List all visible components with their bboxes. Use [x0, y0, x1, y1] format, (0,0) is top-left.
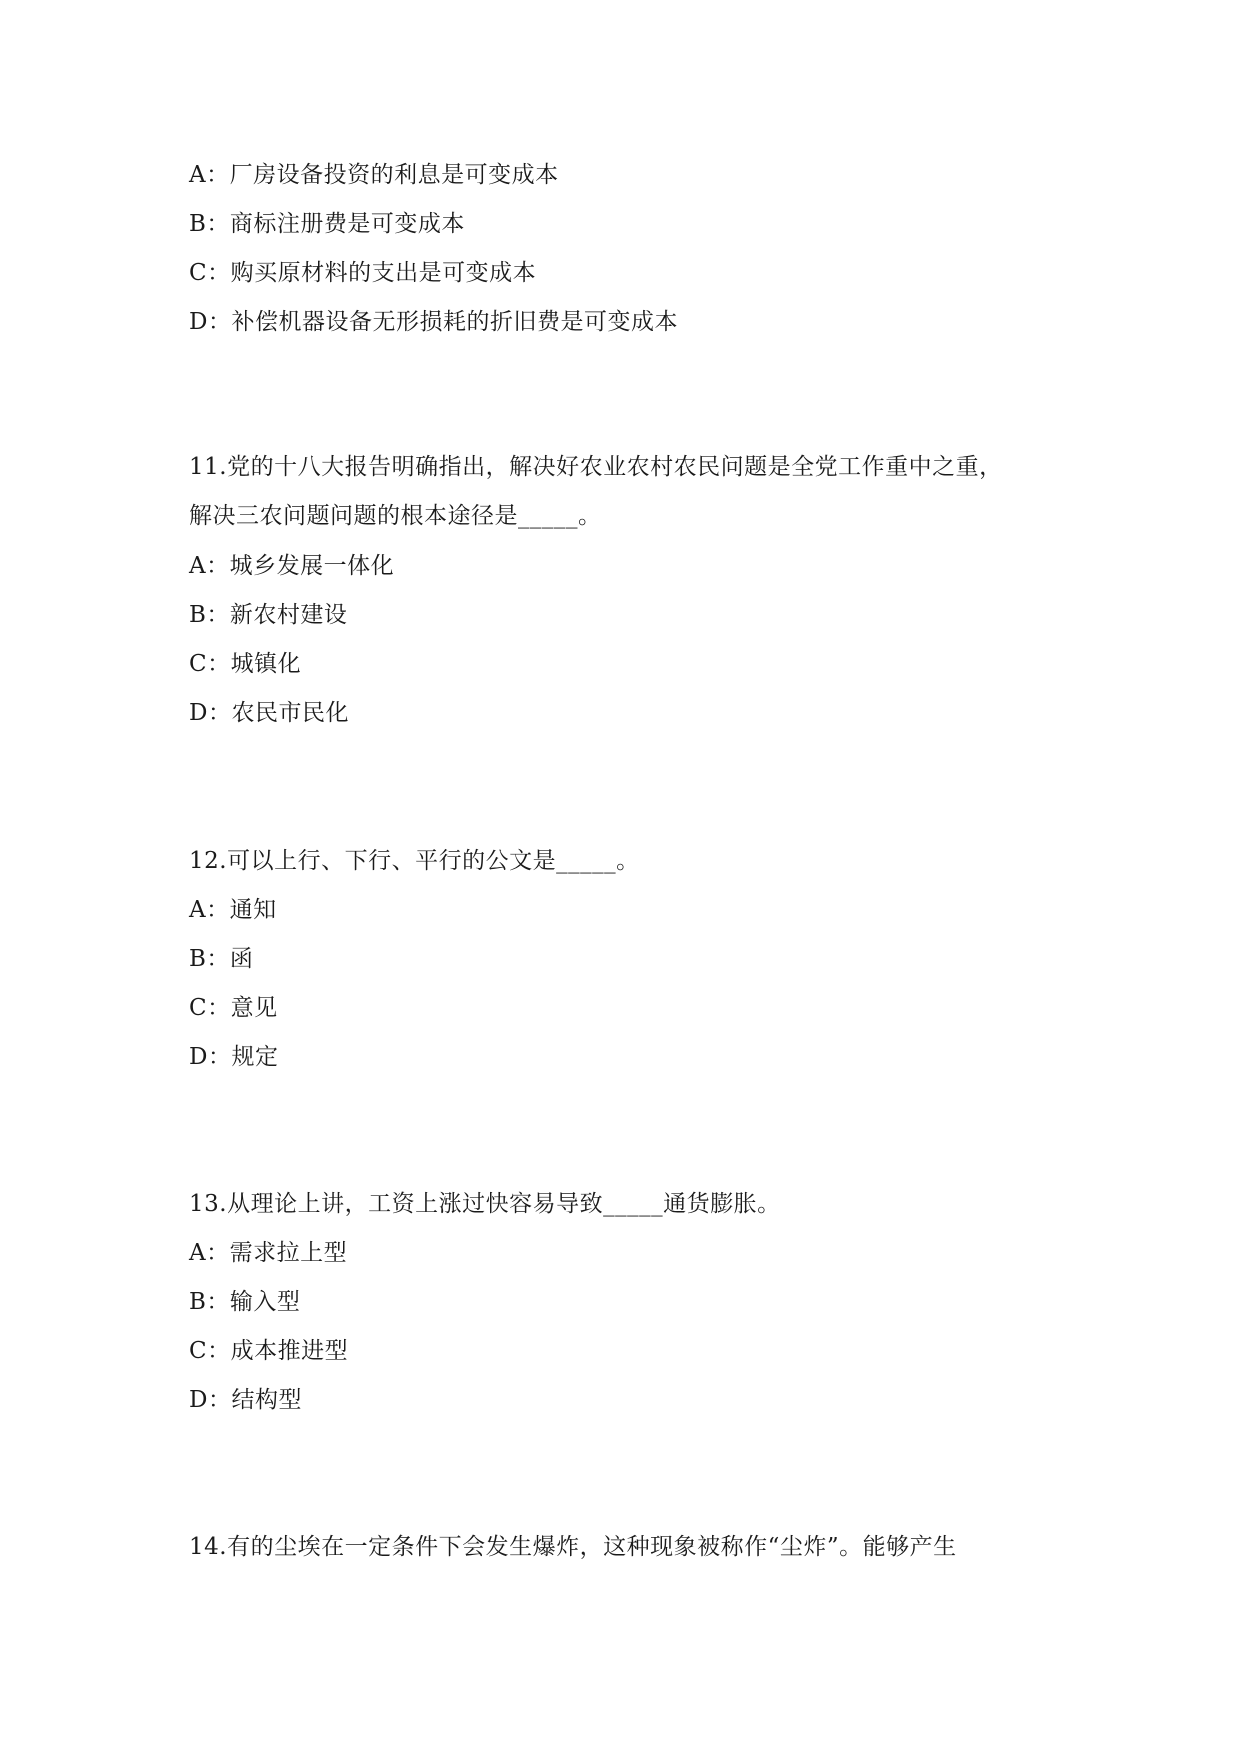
q12-stem: 12.可以上行、下行、平行的公文是_____。 — [189, 848, 640, 874]
q11-option-d: D：农民市民化 — [189, 700, 349, 726]
q13-option-c: C：成本推进型 — [189, 1338, 349, 1364]
q14-stem: 14.有的尘埃在一定条件下会发生爆炸，这种现象被称作“尘炸”。能够产生 — [189, 1534, 957, 1560]
q11-stem-line-2: 解决三农问题问题的根本途径是_____。 — [189, 503, 602, 529]
q10-option-d: D：补偿机器设备无形损耗的折旧费是可变成本 — [189, 309, 678, 335]
q13-stem: 13.从理论上讲，工资上涨过快容易导致_____通货膨胀。 — [189, 1191, 781, 1217]
q10-option-a: A：厂房设备投资的利息是可变成本 — [189, 162, 559, 188]
q13-option-a: A：需求拉上型 — [189, 1240, 348, 1266]
q12-option-c: C：意见 — [189, 995, 278, 1021]
q12-option-a: A：通知 — [189, 897, 277, 923]
q11-stem-line-1: 11.党的十八大报告明确指出，解决好农业农村农民问题是全党工作重中之重， — [189, 454, 1003, 480]
q11-option-a: A：城乡发展一体化 — [189, 553, 395, 579]
q13-option-d: D：结构型 — [189, 1387, 302, 1413]
q12-option-b: B：函 — [189, 946, 254, 972]
q13-option-b: B：输入型 — [189, 1289, 301, 1315]
q11-option-c: C：城镇化 — [189, 651, 302, 677]
q11-option-b: B：新农村建设 — [189, 602, 348, 628]
q10-option-c: C：购买原材料的支出是可变成本 — [189, 260, 537, 286]
q10-option-b: B：商标注册费是可变成本 — [189, 211, 465, 237]
q12-option-d: D：规定 — [189, 1044, 279, 1070]
